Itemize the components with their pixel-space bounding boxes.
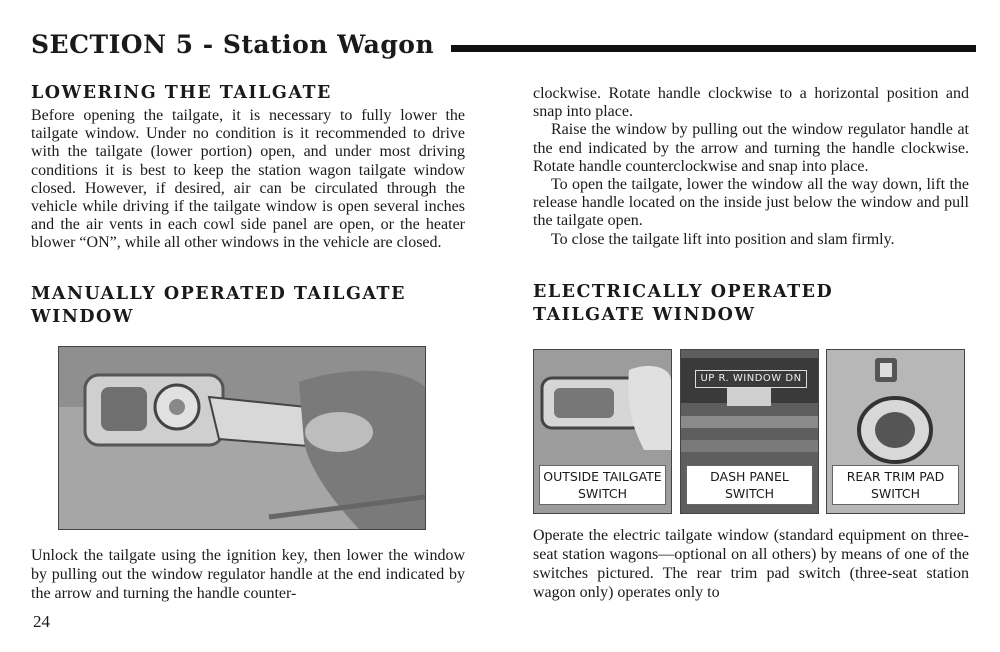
caption-line: SWITCH bbox=[870, 486, 920, 501]
photo-manual-tailgate-handle bbox=[58, 346, 426, 530]
dash-panel-label: UP R. WINDOW DN bbox=[695, 370, 807, 388]
heading-line: TAILGATE WINDOW bbox=[533, 305, 756, 325]
photo-caption bbox=[832, 465, 959, 505]
paragraph-text: Raise the window by pulling out the window regulator handle at the end indicated by the arrow and turning the handle clockwise. Rotate handle counterclockwise and snap into place. bbox=[533, 121, 969, 175]
caption-line: DASH PANEL bbox=[710, 469, 789, 484]
paragraph-text: To open the tailgate, lower the window all the way down, lift the release handle located on the inside just below the window and pull the tailgate open. bbox=[533, 176, 969, 230]
right-column-text bbox=[533, 85, 969, 249]
photo-rear-trim-pad-switch bbox=[826, 349, 965, 514]
heading-line: WINDOW bbox=[31, 307, 134, 327]
paragraph-text: Operate the electric tailgate window (standard equipment on three-seat station wagons—optional on all others) by means of one of the switches pictured. The rear trim pad switch (three-seat station wagon only) operates only to bbox=[533, 527, 969, 601]
section-title: SECTION 5 - Station Wagon bbox=[31, 30, 435, 59]
paragraph-text: Before opening the tailgate, it is necessary to fully lower the tailgate window. Under no condition is it recommended to drive with the tailgate (lower portion) open, and under most driving conditions it is best to keep the station wagon tailgate window closed. However, if desired, air can be circulated through the vehicle while driving if the tailgate window is open several inches and the air vents in each cowl side panel are open, or the heater blower “ON”, while all other windows in the vehicle are closed. bbox=[31, 107, 465, 252]
photo-dash-panel-switch bbox=[680, 349, 819, 514]
photo-caption bbox=[686, 465, 813, 505]
handle-illustration bbox=[59, 347, 425, 529]
paragraph-text: Unlock the tailgate using the ignition key, then lower the window by pulling out the window regulator handle at the end indicated by the arrow and turning the handle counter- bbox=[31, 547, 465, 602]
heading-electric-window bbox=[533, 281, 833, 327]
caption-line: SWITCH bbox=[577, 486, 627, 501]
heading-lowering-tailgate: LOWERING THE TAILGATE bbox=[31, 83, 332, 103]
heading-manual-window bbox=[31, 283, 406, 329]
paragraph-lowering-tailgate bbox=[31, 107, 465, 253]
paragraph-electric-window bbox=[533, 526, 969, 602]
page-number: 24 bbox=[33, 612, 50, 631]
heading-line: MANUALLY OPERATED TAILGATE bbox=[31, 284, 406, 304]
paragraph-text: To close the tailgate lift into position and slam firmly. bbox=[551, 230, 895, 248]
heading-line: ELECTRICALLY OPERATED bbox=[533, 282, 834, 302]
caption-line: OUTSIDE TAILGATE bbox=[543, 469, 662, 484]
caption-line: REAR TRIM PAD bbox=[846, 469, 945, 484]
header-rule bbox=[451, 45, 976, 52]
photo-outside-tailgate-switch bbox=[533, 349, 672, 514]
paragraph-manual-unlock bbox=[31, 546, 465, 603]
photo-caption bbox=[539, 465, 666, 505]
page-header bbox=[31, 30, 976, 66]
paragraph-text: clockwise. Rotate handle clockwise to a horizontal position and snap into place. bbox=[533, 85, 969, 121]
caption-line: SWITCH bbox=[724, 486, 774, 501]
